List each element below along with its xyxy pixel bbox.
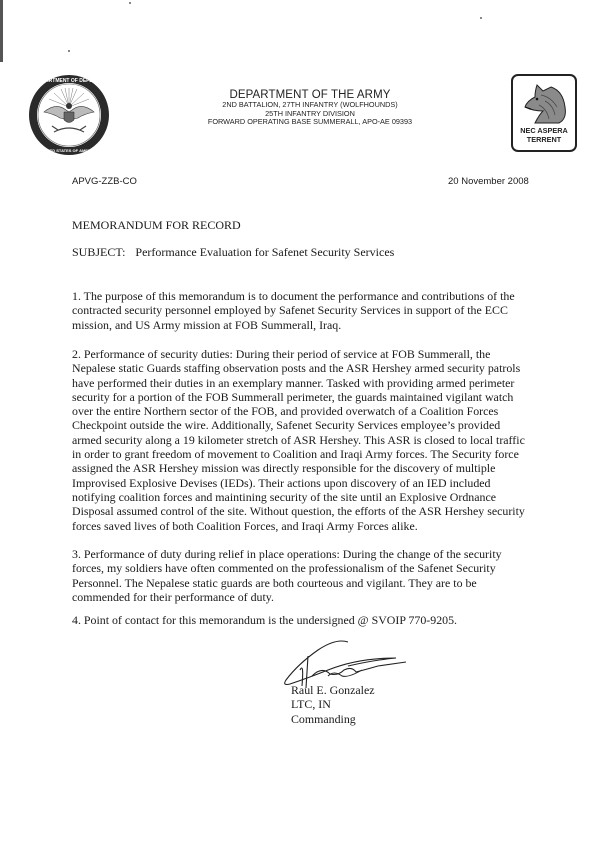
letterhead (160, 89, 460, 127)
paragraph-line: armed security along a 19 kilometer stretch of ASR Hershey. This ASR is closed to local traffic (72, 432, 525, 447)
paragraph-line: Checkpoint outside the wire. Additionally, Safenet Security Services employee’s provided (72, 418, 501, 433)
svg-text:DEPARTMENT OF DEFENSE: DEPARTMENT OF DEFENSE (35, 78, 103, 84)
signer-name: Raul E. Gonzalez (291, 683, 375, 697)
scan-speck (68, 50, 70, 52)
paragraph-line: 1. The purpose of this memorandum is to document the performance and contributions of the (72, 289, 515, 303)
memo-subject (72, 245, 394, 260)
crest-motto: NEC ASPERA TERRENT (520, 126, 568, 144)
subject-text: Performance Evaluation for Safenet Security Services (135, 245, 395, 259)
paragraph-line: 4. Point of contact for this memorandum is the undersigned @ SVOIP 770-9205. (72, 613, 458, 627)
paragraph-line: have performed their duties in an exemplary manner. Tasked with providing armed perimeter (72, 375, 515, 390)
department-of-defense-seal-icon (28, 74, 110, 156)
paragraph-line: Nepalese static Guards staffing observation posts and the ASR Hershey armed security patrols (72, 361, 521, 376)
unit-name: 2ND BATTALION, 27TH INFANTRY (WOLFHOUNDS) (222, 100, 398, 109)
memo-date: 20 November 2008 (448, 176, 529, 187)
svg-text:UNITED STATES OF AMERICA: UNITED STATES OF AMERICA (40, 148, 98, 153)
paragraph-line: assigned the ASR Hershey mission was directly responsible for the discovery of multiple (72, 461, 496, 476)
paragraph-4 (72, 613, 547, 627)
paragraph-line: Personnel. The Nepalese static guards are both courteous and vigilant. They are to be (72, 575, 477, 590)
paragraph-1 (72, 289, 547, 332)
paragraph-2 (72, 347, 547, 533)
scan-edge (0, 0, 3, 62)
paragraph-line: over the entire Northern sector of the FOB, and provided overwatch of a Coalition Forces (72, 404, 499, 419)
paragraph-line: 2. Performance of security duties: During their period of service at FOB Summerall, the (72, 347, 491, 361)
paragraph-line: notifying coalition forces and maintining security of the site until an Explosive Ordnance (72, 489, 496, 504)
paragraph-line: mission, and US Army mission at FOB Summerall, Iraq. (72, 317, 342, 332)
paragraph-line: forces, my soldiers have often commented on the professionalism of the Safenet Security (72, 561, 496, 576)
paragraph-line: forces saved lives of both Coalition Forces, and Iraqi Army Forces alike. (72, 518, 418, 533)
signer-rank: LTC, IN (291, 697, 331, 712)
paragraph-line: in order to grant freedom of movement to Coalition and Iraqi Army forces. The Security force (72, 447, 519, 462)
department-name: DEPARTMENT OF THE ARMY (229, 89, 391, 101)
paragraph-line: commended for their performance of duty. (72, 589, 274, 604)
paragraph-3 (72, 547, 547, 604)
memo-title: MEMORANDUM FOR RECORD (72, 218, 241, 232)
office-symbol: APVG-ZZB-CO (72, 176, 137, 187)
unit-location: FORWARD OPERATING BASE SUMMERALL, APO-AE 09393 (207, 117, 413, 127)
scan-speck (480, 17, 482, 19)
paragraph-line: security for a portion of the FOB Summerall perimeter, the guards maintained vigilant watch (72, 389, 514, 404)
paragraph-line: 3. Performance of duty during relief in place operations: During the change of the security (72, 547, 502, 561)
wolfhound-head-icon (521, 81, 569, 125)
paragraph-line: Improvised Explosive Devises (IEDs). Their actions upon discovery of an IED included (72, 475, 491, 490)
signer-position: Commanding (291, 711, 356, 726)
scan-speck (129, 2, 131, 4)
division-name: 25TH INFANTRY DIVISION (265, 108, 355, 118)
paragraph-line: Disposal assumed control of the site. Without question, the efforts of the ASR Hershey security (72, 504, 525, 519)
paragraph-line: contracted security personnel employed by Safenet Security Services in support of the ECC (72, 303, 508, 318)
signature-block (291, 683, 375, 726)
subject-label: SUBJECT: (72, 245, 126, 259)
wolfhound-crest (511, 74, 577, 152)
